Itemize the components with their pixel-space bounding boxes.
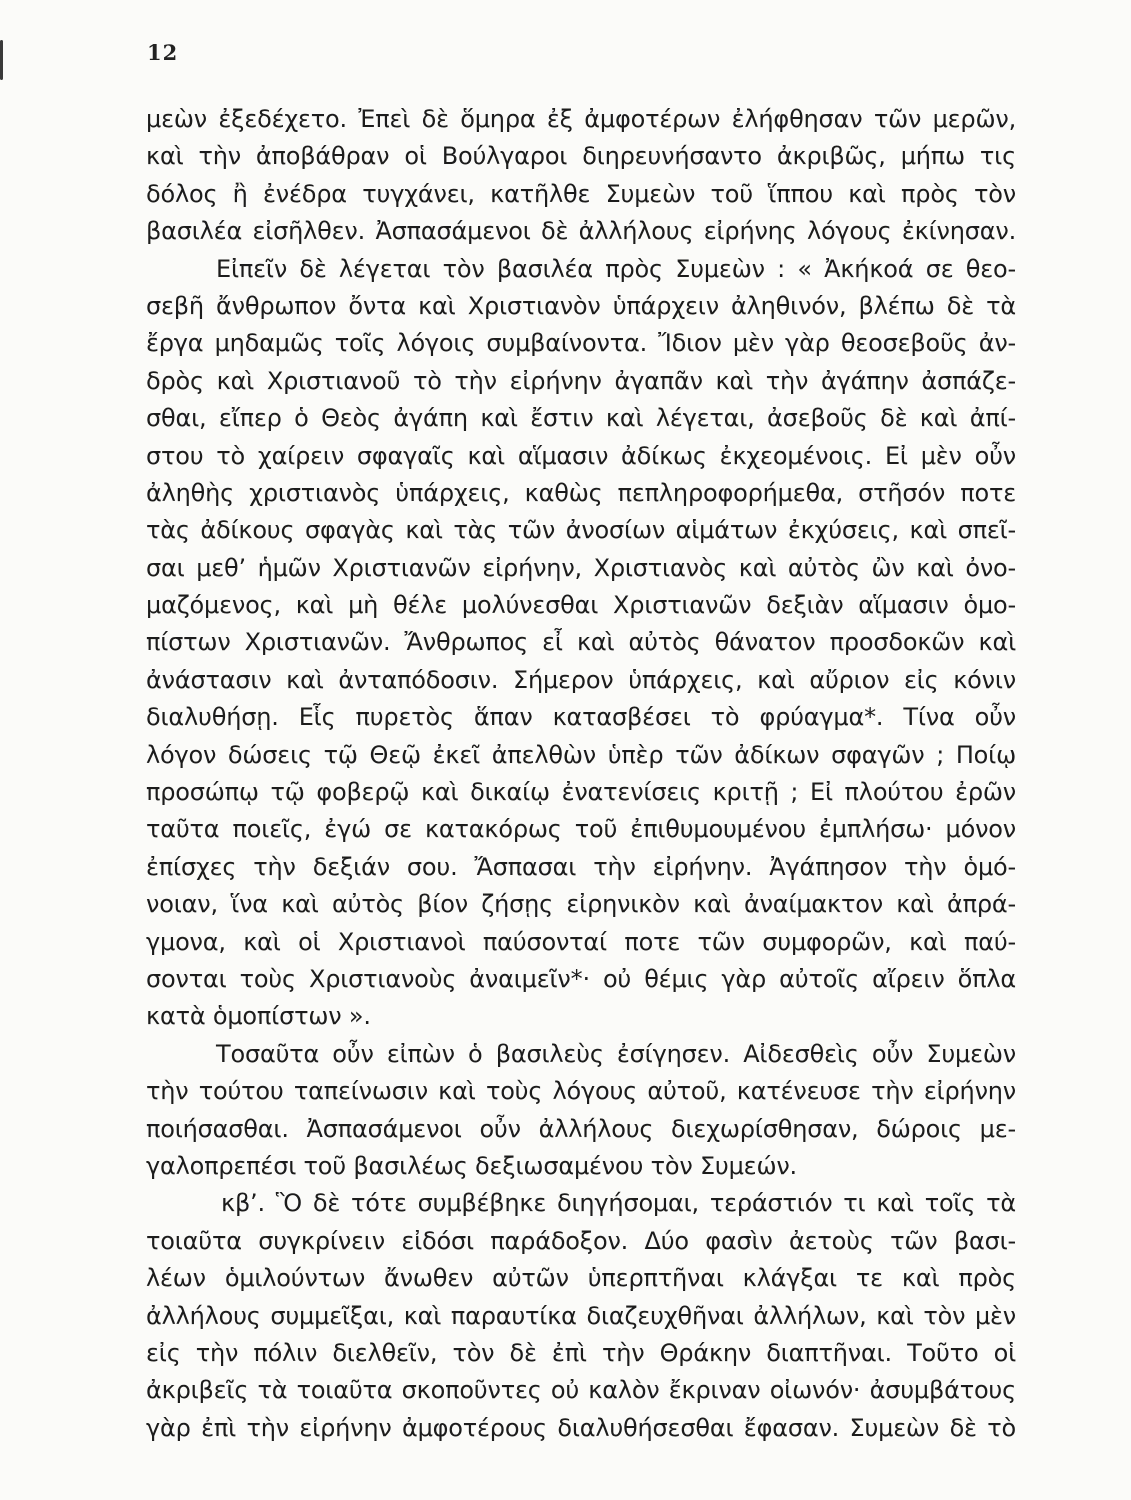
text-line: ἀληθὴς χριστιανὸς ὑπάρχεις, καθὼς πεπληροφορήμεθα, στῆσόν ποτε — [146, 478, 1016, 507]
text-line: στου τὸ χαίρειν σφαγαῖς καὶ αἵμασιν ἀδίκως ἐκχεομένοις. Εἰ μὲν οὖν — [146, 441, 1016, 470]
text-line: σαι μεθ’ ἡμῶν Χριστιανῶν εἰρήνην, Χριστιανὸς καὶ αὐτὸς ὢν καὶ ὀνο- — [146, 553, 1016, 582]
text-line: τὴν τούτου ταπείνωσιν καὶ τοὺς λόγους αὐτοῦ, κατένευσε τὴν εἰρήνην — [146, 1077, 1016, 1106]
text-line: ἀνάστασιν καὶ ἀνταπόδοσιν. Σήμερον ὑπάρχεις, καὶ αὔριον εἰς κόνιν — [146, 665, 1016, 694]
text-line: κβ’. Ὃ δὲ τότε συμβέβηκε διηγήσομαι, τεράστιόν τι καὶ τοῖς τὰ — [221, 1189, 1016, 1218]
text-line: σεβῆ ἄνθρωπον ὄντα καὶ Χριστιανὸν ὑπάρχειν ἀληθινόν, βλέπω δὲ τὰ — [146, 291, 1016, 320]
text-line: ἀλλήλους συμμεῖξαι, καὶ παραυτίκα διαζευχθῆναι ἀλλήλων, καὶ τὸν μὲν — [146, 1301, 1016, 1330]
text-line: διαλυθήσῃ. Εἷς πυρετὸς ἅπαν κατασβέσει τὸ φρύαγμα*. Τίνα οὖν — [146, 703, 1016, 732]
page-number: 12 — [147, 40, 179, 65]
text-line: δόλος ἢ ἐνέδρα τυγχάνει, κατῆλθε Συμεὼν τοῦ ἵππου καὶ πρὸς τὸν — [146, 179, 1016, 208]
text-line: ἐπίσχες τὴν δεξιάν σου. Ἄσπασαι τὴν εἰρήνην. Ἀγάπησον τὴν ὁμό- — [146, 852, 1016, 881]
text-line: ποιήσασθαι. Ἀσπασάμενοι οὖν ἀλλήλους διεχωρίσθησαν, δώροις με- — [146, 1114, 1016, 1143]
page-edge-mark — [0, 40, 3, 80]
text-line: πίστων Χριστιανῶν. Ἄνθρωπος εἶ καὶ αὐτὸς θάνατον προσδοκῶν καὶ — [146, 628, 1016, 657]
text-line: δρὸς καὶ Χριστιανοῦ τὸ τὴν εἰρήνην ἀγαπᾶν καὶ τὴν ἀγάπην ἀσπάζε- — [146, 366, 1016, 395]
text-line: Τοσαῦτα οὖν εἰπὼν ὁ βασιλεὺς ἐσίγησεν. Αἰδεσθεὶς οὖν Συμεὼν — [216, 1039, 1016, 1068]
text-line: προσώπῳ τῷ φοβερῷ καὶ δικαίῳ ἐνατενίσεις κριτῇ ; Εἰ πλούτου ἐρῶν — [146, 778, 1016, 807]
body-text — [146, 101, 1016, 1447]
text-line: εἰς τὴν πόλιν διελθεῖν, τὸν δὲ ἐπὶ τὴν Θράκην διαπτῆναι. Τοῦτο οἱ — [146, 1338, 1016, 1367]
text-line: Εἰπεῖν δὲ λέγεται τὸν βασιλέα πρὸς Συμεὼν : « Ἀκήκοά σε θεο- — [216, 254, 1016, 283]
text-line: ἀκριβεῖς τὰ τοιαῦτα σκοποῦντες οὐ καλὸν ἔκριναν οἰωνόν· ἀσυμβάτους — [146, 1376, 1016, 1405]
text-line: μεὼν ἐξεδέχετο. Ἐπεὶ δὲ ὅμηρα ἐξ ἀμφοτέρων ἐλήφθησαν τῶν μερῶν, — [146, 105, 1016, 133]
text-line: ταῦτα ποιεῖς, ἐγώ σε κατακόρως τοῦ ἐπιθυμουμένου ἐμπλήσω· μόνον — [146, 815, 1016, 844]
text-line: σονται τοὺς Χριστιανοὺς ἀναιμεῖν*· οὐ θέμις γὰρ αὐτοῖς αἴρειν ὅπλα — [146, 964, 1016, 993]
text-line: καὶ τὴν ἀποβάθραν οἱ Βούλγαροι διηρευνήσαντο ἀκριβῶς, μήπω τις — [146, 142, 1016, 171]
text-line: κατὰ ὁμοπίστων ». — [146, 1002, 371, 1031]
text-line: νοιαν, ἵνα καὶ αὐτὸς βίον ζήσῃς εἰρηνικὸν καὶ ἀναίμακτον καὶ ἀπρά- — [146, 890, 1016, 919]
text-line: γὰρ ἐπὶ τὴν εἰρήνην ἀμφοτέρους διαλυθήσεσθαι ἔφασαν. Συμεὼν δὲ τὸ — [146, 1413, 1016, 1442]
text-line: τὰς ἀδίκους σφαγὰς καὶ τὰς τῶν ἀνοσίων αἱμάτων ἐκχύσεις, καὶ σπεῖ- — [146, 516, 1016, 545]
text-line: μαζόμενος, καὶ μὴ θέλε μολύνεσθαι Χριστιανῶν δεξιὰν αἵμασιν ὁμο- — [146, 591, 1016, 620]
text-line: γμονα, καὶ οἱ Χριστιανοὶ παύσονταί ποτε τῶν συμφορῶν, καὶ παύ- — [146, 927, 1016, 956]
text-line: λέων ὁμιλούντων ἄνωθεν αὐτῶν ὑπερπτῆναι κλάγξαι τε καὶ πρὸς — [146, 1264, 1016, 1293]
text-line: βασιλέα εἰσῆλθεν. Ἀσπασάμενοι δὲ ἀλλήλους εἰρήνης λόγους ἐκίνησαν. — [146, 217, 1016, 246]
text-line: ἔργα μηδαμῶς τοῖς λόγοις συμβαίνοντα. Ἴδιον μὲν γὰρ θεοσεβοῦς ἀν- — [146, 329, 1016, 358]
text-line: γαλοπρεπέσι τοῦ βασιλέως δεξιωσαμένου τὸν Συμεών. — [146, 1151, 797, 1180]
text-line: λόγον δώσεις τῷ Θεῷ ἐκεῖ ἀπελθὼν ὑπὲρ τῶν ἀδίκων σφαγῶν ; Ποίῳ — [146, 740, 1016, 769]
text-line: σθαι, εἴπερ ὁ Θεὸς ἀγάπη καὶ ἔστιν καὶ λέγεται, ἀσεβοῦς δὲ καὶ ἀπί- — [146, 404, 1016, 433]
text-line: τοιαῦτα συγκρίνειν εἰδόσι παράδοξον. Δύο φασὶν ἀετοὺς τῶν βασι- — [146, 1226, 1016, 1255]
